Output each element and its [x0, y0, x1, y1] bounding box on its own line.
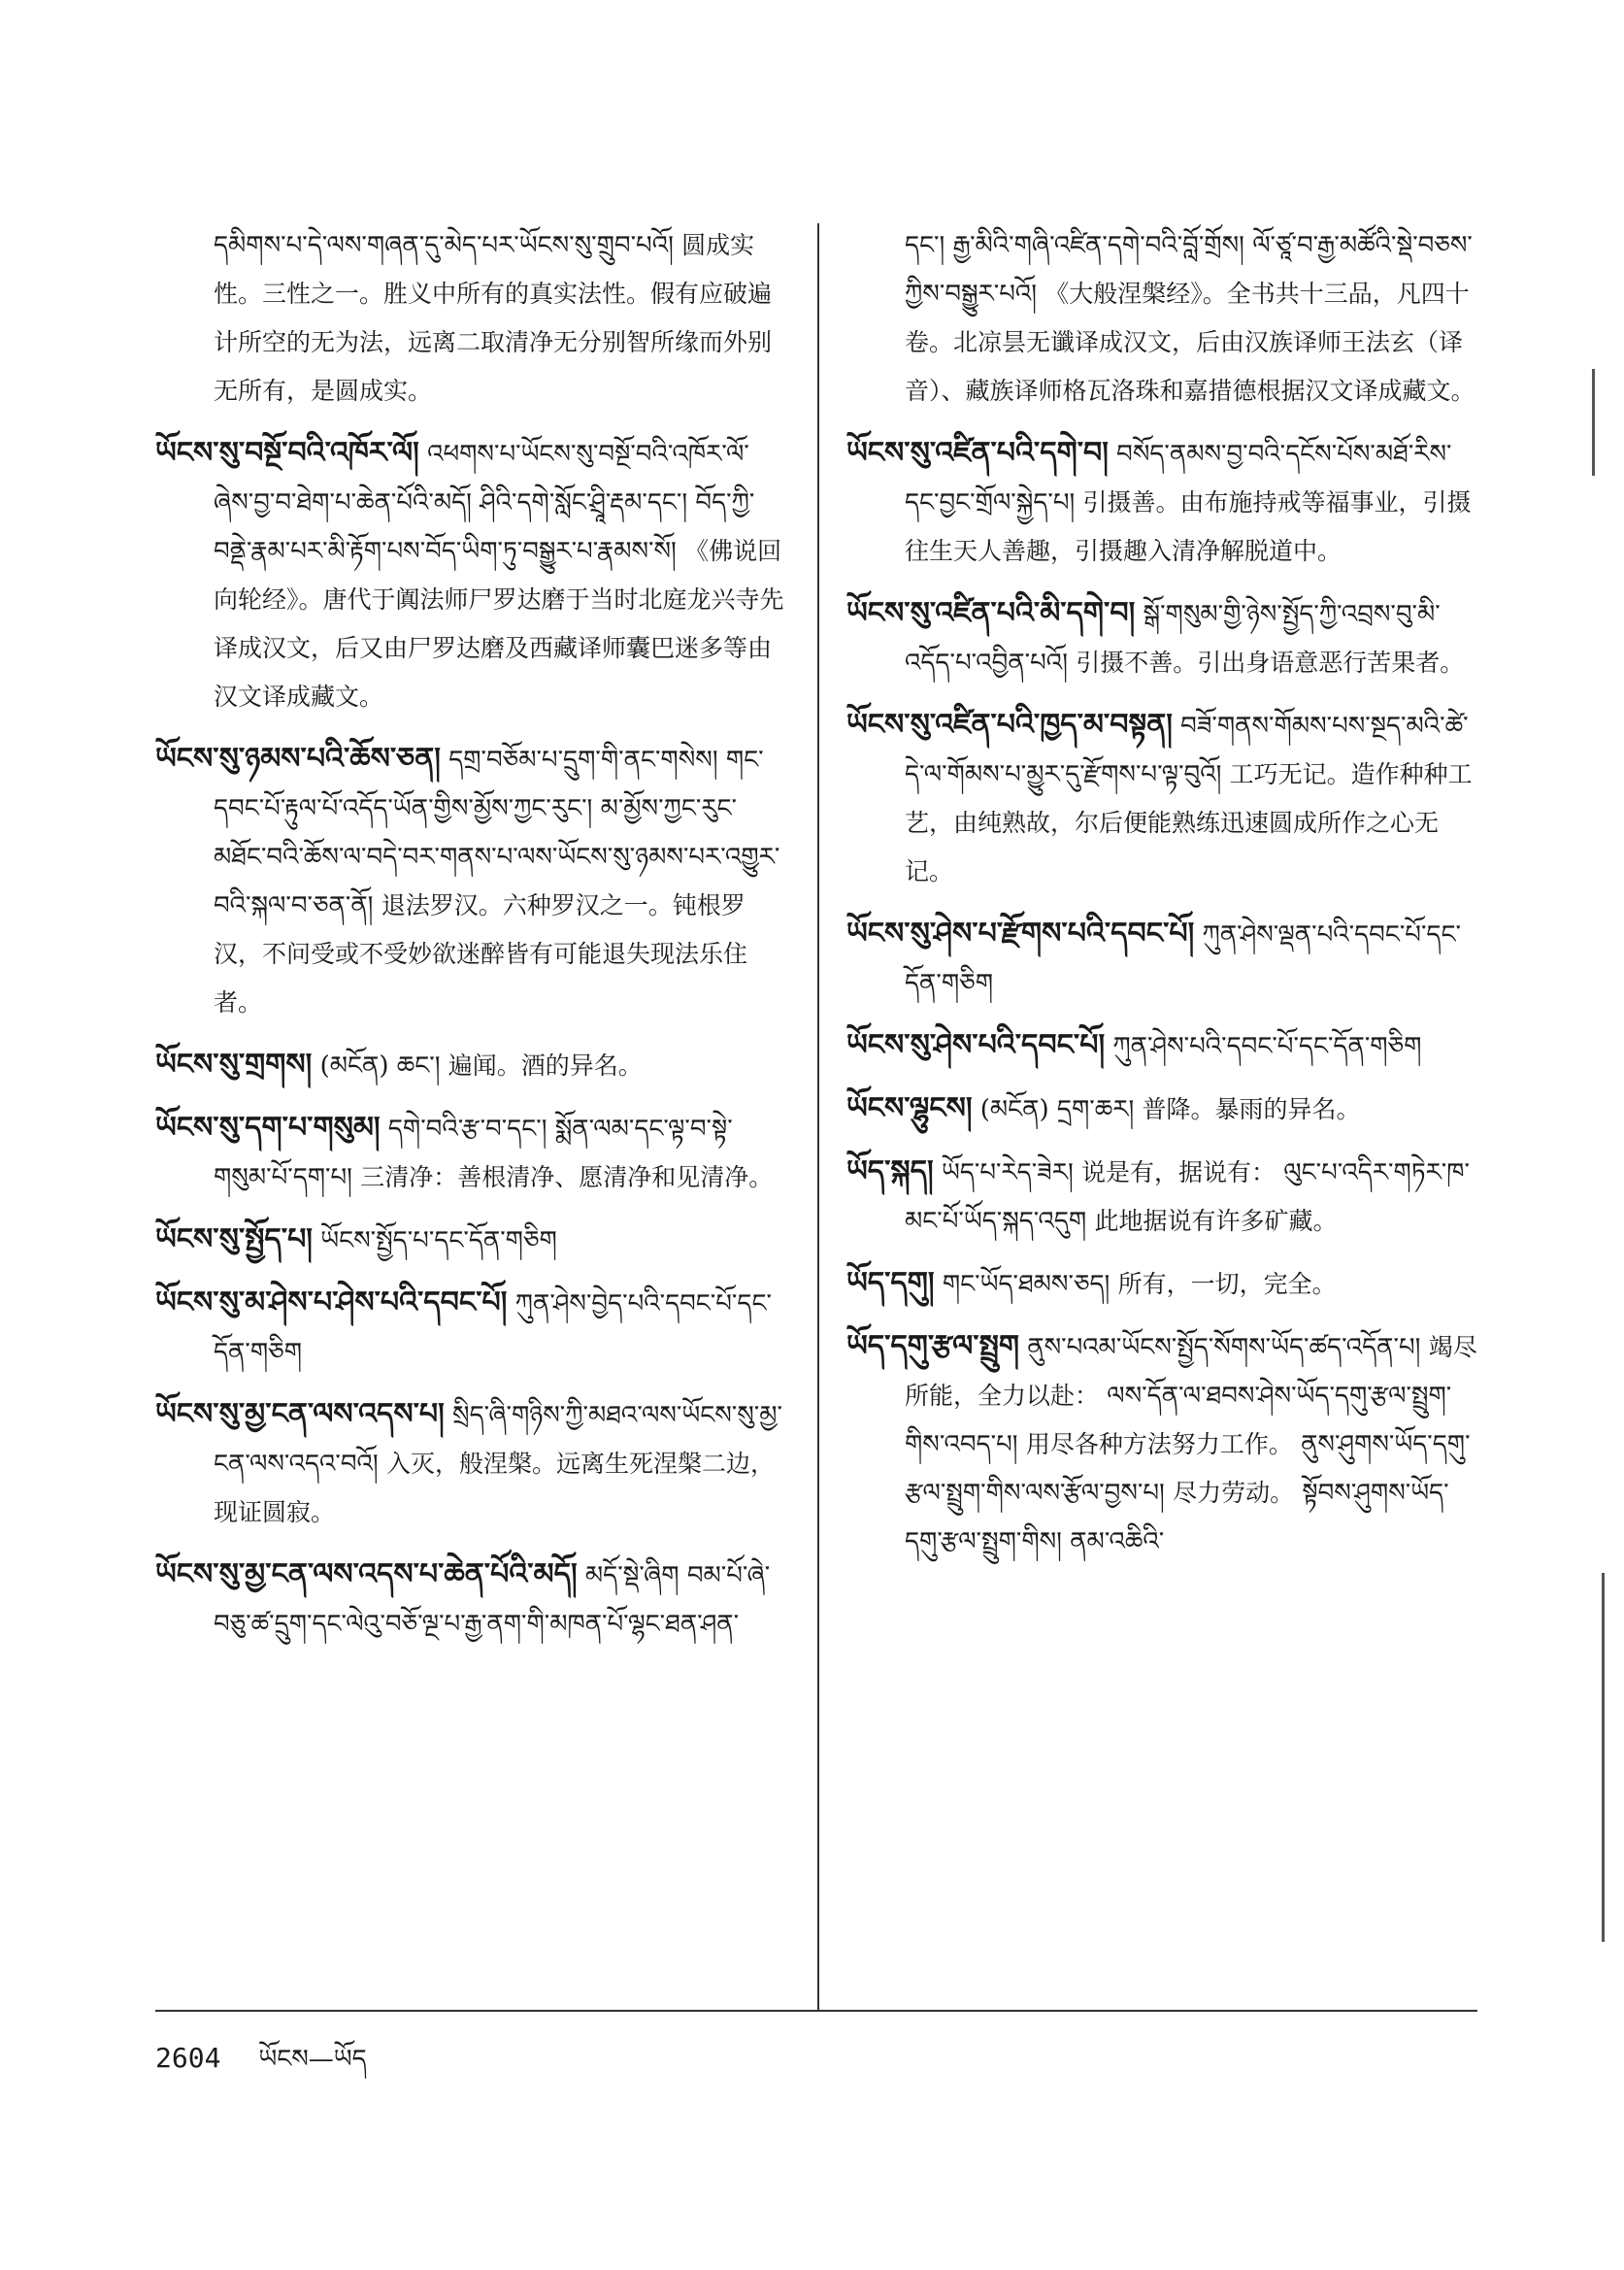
entry-tibetan-definition: ཡོངས་སྤྱོད་པ་དང་དོན་གཅིག: [320, 1226, 557, 1255]
entry-headword: ཡོངས་སུ་མྱ་ངན་ལས་འདས་པ།: [155, 1397, 445, 1431]
entry-example-tibetan: ལུང་པ་འདིར་གཏེར་ཁ་མང་པོ་ཡོད་སྐད་འདུག: [905, 1158, 1470, 1236]
entry-example-tibetan: ལས་དོན་ལ་ཐབས་ཤེས་ཡོད་དགུ་རྩལ་སྤྲུག་གིས་འབད་པ།: [905, 1382, 1452, 1459]
entry-tibetan-definition: བསོད་ནམས་བྱ་བའི་དངོས་པོས་མཐོ་རིས་དང་བྱང་གྲོལ་སྐྱེད་པ།: [905, 440, 1452, 517]
entry-tibetan-definition: ཀུན་ཤེས་ལྡན་པའི་དབང་པོ་དང་དོན་གཅིག: [905, 920, 1461, 998]
entry-headword: ཡོངས་སུ་སྤྱོད་པ།: [155, 1222, 313, 1256]
entry-tibetan-definition: ཀུན་ཤེས་བྱེད་པའི་དབང་པོ་དང་དོན་གཅིག: [214, 1289, 772, 1367]
dictionary-entry: [155, 1551, 786, 1649]
entry-headword: ཡོངས་ལྷུངས།: [846, 1091, 973, 1125]
entry-tibetan-definition: ཡོད་པ་རེད་ཟེར།: [941, 1158, 1074, 1187]
right-column: [846, 221, 1477, 1580]
left-column: [155, 221, 786, 1662]
entry-tibetan-definition: དང་། རྒྱ་མིའི་གཞི་འཛིན་དགེ་བའི་བློ་གྲོས། ལོ་ཙཱ་བ་རྒྱ་མཚོའི་སྡེ་བཅས་ཀྱིས་བསྒྱུར་པའོ།: [905, 231, 1473, 309]
scan-edge-mark: [1602, 1573, 1605, 1942]
entry-chinese-definition: 三清净：善根清净、愿清净和见清净。: [360, 1163, 774, 1191]
entry-tibetan-definition: དགྲ་བཅོམ་པ་དྲུག་གི་ནང་གསེས། གང་དབང་པོ་རྟུལ་པོ་འདོད་ཡོན་གྱིས་མྱོས་ཀྱང་རུང་། མ་མྱོས་ཀྱང་རུང་མཐོང་བའི་ཆོས་ལ་བདེ་བར་གནས་པ་ལས་ཡོངས་སུ་ཉམས་པར་འགྱུར་བའི་སྐལ་བ་ཅན་ནོ།: [214, 746, 780, 920]
dictionary-entry: [155, 1104, 786, 1202]
entry-chinese-definition: 普降。暴雨的异名。: [1142, 1095, 1361, 1123]
dictionary-entry: [155, 1390, 786, 1537]
entry-example-tibetan: ནུས་ཤུགས་ཡོད་དགུ་རྩལ་སྤྲུག་གིས་ལས་རྩོལ་བྱས་པ།: [905, 1430, 1471, 1508]
dictionary-entry: [155, 1279, 786, 1377]
dictionary-entry: [155, 1216, 786, 1265]
entry-headword: ཡོངས་སུ་ཤེས་པ་རྫོགས་པའི་དབང་པོ།: [846, 917, 1195, 951]
entry-tibetan-definition: བཟོ་གནས་གོམས་པས་སྔད་མའི་ཚེ་དེ་ལ་གོམས་པ་མྱུར་དུ་རྫོགས་པ་ལྟ་བུའོ།: [905, 712, 1469, 789]
entry-headword: ཡོངས་སུ་བསྔོ་བའི་འཁོར་ལོ།: [155, 436, 419, 470]
entry-tibetan-definition: སྲིད་ཞི་གཉིས་ཀྱི་མཐའ་ལས་ཡོངས་སུ་མྱ་ངན་ལས་འདའ་བའོ།: [214, 1401, 782, 1479]
entry-chinese-definition: 遍闻。酒的异名。: [447, 1052, 643, 1080]
entry-headword: ཡོངས་སུ་འཛིན་པའི་དགེ་བ།: [846, 436, 1109, 470]
entry-tibetan-definition: ནུས་པའམ་ཡོངས་སྤྱོད་སོགས་ཡོད་ཚད་འདོན་པ།: [1027, 1333, 1421, 1362]
entry-tibetan-definition: (མངོན) དྲག་ཆར།: [979, 1095, 1135, 1124]
entry-headword: ཡོངས་སུ་དག་པ་གསུམ།: [155, 1111, 381, 1145]
entry-chinese-definition: 《大般涅槃经》。全书共十三品，凡四十卷。北凉昙无谶译成汉文，后由汉族译师王法玄（译音）、藏族译师格瓦洛珠和嘉措德根据汉文译成藏文。: [905, 280, 1475, 405]
entry-headword: ཡོད་སྐད།: [846, 1154, 934, 1188]
page-range: ཡོངས—ཡོད: [258, 2045, 367, 2074]
entry-chinese-definition: 入灭，般涅槃。远离生死涅槃二边，现证圆寂。: [214, 1450, 775, 1526]
entry-chinese-definition: 所有，一切，完全。: [1117, 1270, 1337, 1298]
entry-tibetan-definition: འཕགས་པ་ཡོངས་སུ་བསྔོ་བའི་འཁོར་ལོ་ཞེས་བྱ་བ་ཐེག་པ་ཆེན་པོའི་མདོ། ཤིའི་དགེ་སློང་ཤྲཱི་རྡམ་དང་། བོད་ཀྱི་བནྡེ་རྣམ་པར་མི་རྟོག་པས་བོད་ཡིག་ཏུ་བསྒྱུར་པ་རྣམས་སོ།: [214, 440, 755, 566]
dictionary-entry: [155, 1041, 786, 1090]
dictionary-entry: [846, 589, 1477, 687]
entry-chinese-definition: 工巧无记。造作种种工艺，由纯熟故，尔后便能熟练迅速圆成所作之心无记。: [905, 760, 1473, 885]
entry-tibetan-definition: དམིགས་པ་དེ་ལས་གཞན་དུ་མེད་པར་ཡོངས་སུ་གྲུབ་པའོ།: [214, 231, 674, 260]
footer-rule: [155, 2010, 1477, 2012]
page-number: 2604: [155, 2042, 221, 2074]
entry-chinese-definition: 退法罗汉。六种罗汉之一。钝根罗汉，不问受或不受妙欲迷醉皆有可能退失现法乐住者。: [214, 891, 748, 1017]
entry-example-tibetan: སྟོབས་ཤུགས་ཡོད་དགུ་རྩལ་སྤྲུག་གིས། ནམ་འཆིའི་: [905, 1479, 1449, 1556]
entry-tibetan-definition: སྒོ་གསུམ་གྱི་ཉེས་སྤྱོད་ཀྱི་འབྲས་བུ་མི་འདོད་པ་འབྱིན་པའོ།: [905, 600, 1441, 678]
entry-chinese-definition: 《佛说回向轮经》。唐代于阗法师尸罗达磨于当时北庭龙兴寺先译成汉文，后又由尸罗达磨及西藏译师囊巴迷多等由汉文译成藏文。: [214, 537, 784, 711]
dictionary-entry: [846, 1085, 1477, 1134]
page-footer: [155, 2031, 367, 2102]
entry-chinese-definition: 圆成实性。三性之一。胜义中所有的真实法性。假有应破遍计所空的无为法，远离二取清净无分别智所缘而外别无所有，是圆成实。: [214, 231, 773, 405]
entry-chinese-definition: 引摄不善。引出身语意恶行苦果者。: [1076, 649, 1465, 677]
dictionary-entry: [846, 221, 1477, 416]
entry-headword: ཡོངས་སུ་གྲགས།: [155, 1048, 313, 1082]
entry-headword: ཡོད་དགུ།: [846, 1266, 935, 1300]
dictionary-entry: [846, 1259, 1477, 1309]
entry-example-chinese: 此地据说有许多矿藏。: [1094, 1207, 1338, 1235]
entry-chinese-definition: 竭尽所能，全力以赴：: [905, 1333, 1477, 1410]
dictionary-entry: [155, 221, 786, 416]
entry-chinese-definition: 说是有，据说有：: [1080, 1158, 1276, 1186]
entry-headword: ཡོངས་སུ་ཤེས་པའི་དབང་པོ།: [846, 1028, 1106, 1062]
scan-edge-mark: [1592, 369, 1595, 476]
dictionary-entry: [846, 1021, 1477, 1071]
dictionary-entry: [846, 701, 1477, 896]
entry-chinese-definition: 引摄善。由布施持戒等福事业，引摄往生天人善趣，引摄趣入清净解脱道中。: [905, 488, 1472, 565]
column-divider: [817, 223, 819, 2010]
entry-tibetan-definition: (མངོན) ཆང་།: [319, 1052, 441, 1081]
entry-tibetan-definition: ཀུན་ཤེས་པའི་དབང་པོ་དང་དོན་གཅིག: [1112, 1032, 1422, 1061]
entry-example-chinese: 尽力劳动。: [1173, 1479, 1295, 1507]
entry-headword: ཡོངས་སུ་མྱ་ངན་ལས་འདས་པ་ཆེན་པོའི་མདོ།: [155, 1557, 578, 1591]
dictionary-entry: [846, 1322, 1477, 1566]
dictionary-entry: [846, 429, 1477, 576]
entry-headword: ཡོངས་སུ་མ་ཤེས་པ་ཤེས་པའི་དབང་པོ།: [155, 1285, 508, 1319]
entry-tibetan-definition: གང་ཡོད་ཐམས་ཅད།: [942, 1270, 1110, 1299]
entry-example-chinese: 用尽各种方法努力工作。: [1025, 1430, 1293, 1458]
dictionary-entry: [155, 735, 786, 1027]
dictionary-entry: [155, 429, 786, 721]
entry-headword: ཡོད་དགུ་རྩལ་སྤྲུག: [846, 1329, 1019, 1363]
entry-headword: ཡོངས་སུ་འཛིན་པའི་མི་དགེ་བ།: [846, 596, 1136, 630]
dictionary-entry: [846, 910, 1477, 1008]
entry-tibetan-definition: མདོ་སྡེ་ཞིག བམ་པོ་ཞེ་བཅུ་ཚ་དྲུག་དང་ལེའུ་བཅོ་ལྔ་པ་རྒྱ་ནག་གི་མཁན་པོ་ལྷང་ཐན་ཤན་: [214, 1561, 771, 1639]
entry-headword: ཡོངས་སུ་ཉམས་པའི་ཆོས་ཅན།: [155, 742, 441, 776]
dictionary-entry: [846, 1148, 1477, 1246]
entry-headword: ཡོངས་སུ་འཛིན་པའི་ཁྱད་མ་བསྟན།: [846, 708, 1173, 742]
entry-tibetan-definition: དགེ་བའི་རྩ་བ་དང་། སྨོན་ལམ་དང་ལྟ་བ་སྟེ་གསུམ་པོ་དག་པ།: [214, 1115, 733, 1192]
